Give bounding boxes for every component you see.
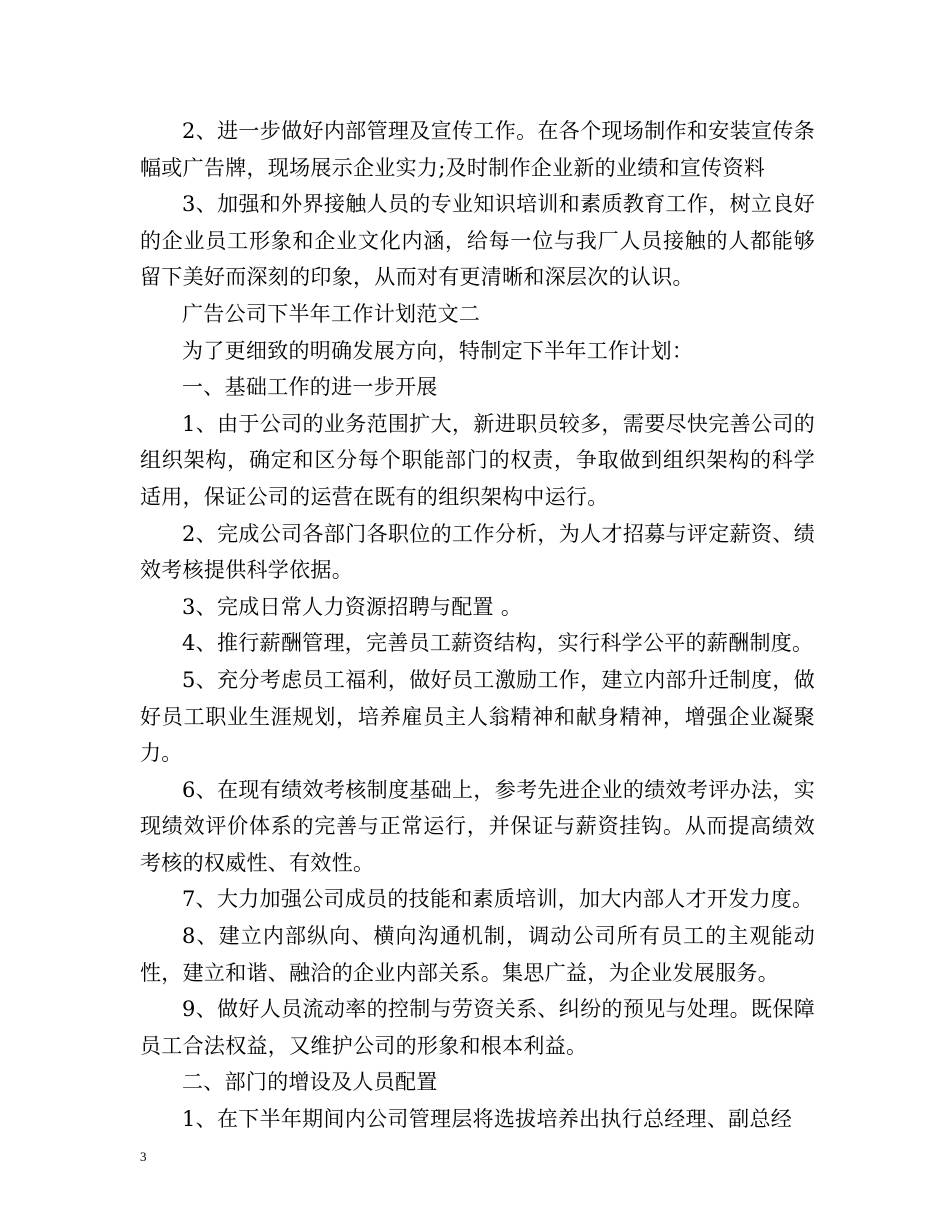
heading-department-staffing: 二、部门的增设及人员配置 xyxy=(182,1070,438,1095)
paragraph-item-5: 5、充分考虑员工福利，做好员工激励工作，建立内部升迁制度，做好员工职业生涯规划，培养雇员主人翁精神和献身精神，增强企业凝聚力。 xyxy=(140,667,815,766)
document-body xyxy=(140,113,815,1138)
paragraph-item-7: 7、大力加强公司成员的技能和素质培训，加大内部人才开发力度。 xyxy=(182,887,814,912)
paragraph-item-2: 2、完成公司各部门各职位的工作分析，为人才招募与评定薪资、绩效考核提供科学依据。 xyxy=(140,521,815,583)
paragraph-staff-training: 3、加强和外界接触人员的专业知识培训和素质教育工作，树立良好的企业员工形象和企业文化内涵，给每一位与我厂人员接触的人都能够留下美好而深刻的印象，从而对有更清晰和深层次的认识。 xyxy=(140,192,815,290)
paragraph-item-6: 6、在现有绩效考核制度基础上，参考先进企业的绩效考评办法，实现绩效评价体系的完善与正常运行，并保证与薪资挂钩。从而提高绩效考核的权威性、有效性。 xyxy=(140,777,815,875)
paragraph-item-8: 8、建立内部纵向、横向沟通机制，调动公司所有员工的主观能动性，建立和谐、融洽的企业内部关系。集思广益，为企业发展服务。 xyxy=(140,924,815,985)
heading-basic-work: 一、基础工作的进一步开展 xyxy=(182,375,438,400)
paragraph-item-4: 4、推行薪酬管理，完善员工薪资结构，实行科学公平的薪酬制度。 xyxy=(182,631,814,656)
paragraph-item-9: 9、做好人员流动率的控制与劳资关系、纠纷的预见与处理。既保障员工合法权益，又维护公司的形象和根本利益。 xyxy=(140,997,815,1058)
section-title-plan-two: 广告公司下半年工作计划范文二 xyxy=(182,301,481,326)
paragraph-publicity-work: 2、进一步做好内部管理及宣传工作。在各个现场制作和安装宣传条幅或广告牌，现场展示企业实力;及时制作企业新的业绩和宣传资料 xyxy=(140,119,815,180)
paragraph-item-3: 3、完成日常人力资源招聘与配置 。 xyxy=(182,594,523,619)
paragraph-intro: 为了更细致的明确发展方向，特制定下半年工作计划： xyxy=(182,338,694,363)
page-number: 3 xyxy=(140,1149,147,1164)
paragraph-item-1: 1、由于公司的业务范围扩大，新进职员较多，需要尽快完善公司的组织架构，确定和区分每个职能部门的权责，争取做到组织架构的科学适用，保证公司的运营在既有的组织架构中运行。 xyxy=(140,411,815,509)
paragraph-management-selection: 1、在下半年期间内公司管理层将选拔培养出执行总经理、副总经 xyxy=(182,1107,793,1132)
